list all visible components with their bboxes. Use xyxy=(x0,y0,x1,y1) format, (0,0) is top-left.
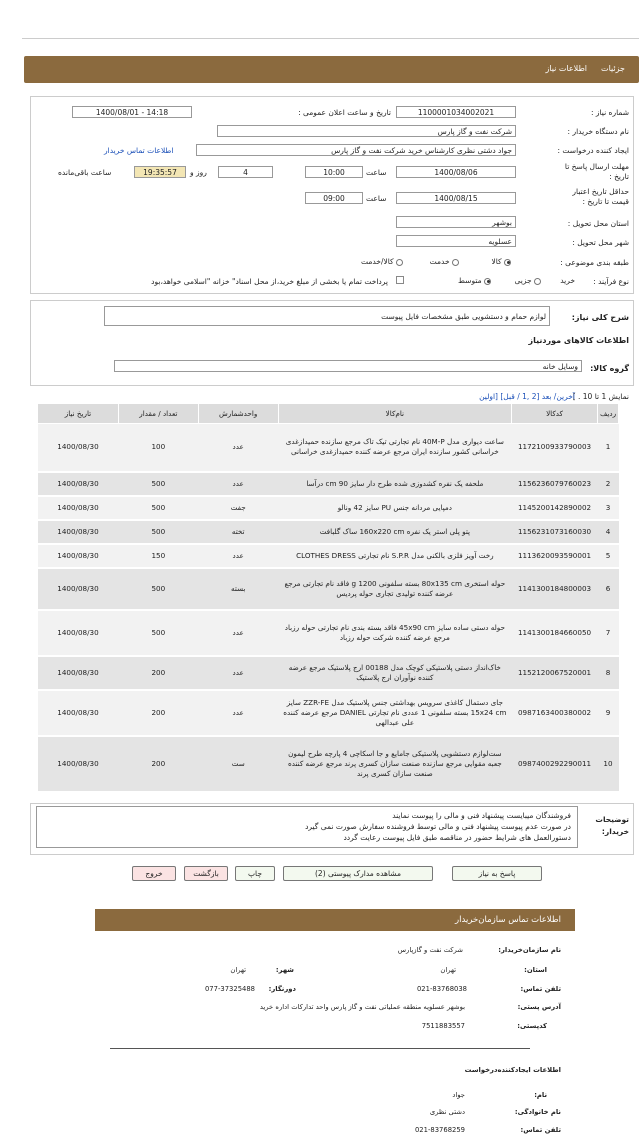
row-date: 1400/08/30 xyxy=(38,656,119,690)
row-qty: 500 xyxy=(118,568,198,610)
contact-org: شرکت نفت و گازپارس xyxy=(397,946,463,954)
row-qty: 500 xyxy=(118,496,198,520)
validity-time-label: ساعت xyxy=(366,194,387,203)
pagination-links[interactable]: آخرین/ بعد [2 ,1 / قبل] [اولین xyxy=(479,392,575,401)
row-name: ساعت دیواری مدل 40M-P نام تجارتی تیک تاک مرجع سازنده حمیدازغدی خراسانی کشور سازنده ایران مرجع عرضه کننده حمیدازغدی خراسانی xyxy=(278,424,511,472)
top-divider xyxy=(22,38,639,39)
row-code: 0987163400380002 xyxy=(512,690,598,736)
remaining-label: ساعت باقی‌مانده xyxy=(58,168,112,177)
row-name: جای دستمال کاغذی سرویس بهداشتی جنس پلاستیک مدل ZZR-FE سایز 15x24 cm بسته سلفونی 1 عددی نام تجارتی DANIEL مرجع عرضه کننده علی عبدالهی xyxy=(278,690,511,736)
contact-phone: 021-83768038 xyxy=(416,985,467,993)
row-index: 5 xyxy=(598,544,619,568)
row-unit: جفت xyxy=(198,496,278,520)
row-index: 2 xyxy=(598,472,619,496)
table-row xyxy=(38,568,619,610)
row-date: 1400/08/30 xyxy=(38,520,119,544)
row-name: ملحفه یک نفره کشدوزی شده طرح دار سایز 90 cm درآسا xyxy=(278,472,511,496)
contact-section-title: اطلاعات تماس سازمان‌خریدار xyxy=(95,909,575,931)
category-radio-goods[interactable]: کالا xyxy=(491,257,511,266)
row-code: 0987400292290011 xyxy=(512,736,598,792)
need-number-label: شماره نیاز : xyxy=(590,108,629,117)
row-code: 1145200142890002 xyxy=(512,496,598,520)
row-index: 6 xyxy=(598,568,619,610)
radio-icon[interactable] xyxy=(452,259,459,266)
table-row xyxy=(38,472,619,496)
note-line: فروشندگان میبایست پیشنهاد فنی و مالی را پیوست نمایند xyxy=(392,811,571,820)
table-row xyxy=(38,736,619,792)
contact-phone-label: تلفن تماس: xyxy=(520,985,561,993)
col-code: کدکالا xyxy=(512,404,598,424)
requester-field: جواد دشتی نظری کارشناس خرید شرکت نفت و گاز پارس xyxy=(196,144,516,156)
row-unit: عدد xyxy=(198,544,278,568)
row-code: 1152120067520001 xyxy=(512,656,598,690)
contact-fax: 077-37325488 xyxy=(204,985,255,993)
col-name: نام‌کالا xyxy=(278,404,511,424)
row-index: 7 xyxy=(598,610,619,656)
row-unit: عدد xyxy=(198,690,278,736)
contact-city-label: شهر: xyxy=(275,966,294,974)
table-row xyxy=(38,610,619,656)
row-unit: عدد xyxy=(198,424,278,472)
contact-org-label: نام سازمان‌خریدار: xyxy=(498,946,561,954)
row-date: 1400/08/30 xyxy=(38,736,119,792)
col-unit: واحدشمارش xyxy=(198,404,278,424)
row-index: 9 xyxy=(598,690,619,736)
city-field: عسلویه xyxy=(396,235,516,247)
row-name: حوله دستی ساده سایز 45x90 cm فاقد بسته بندی نام تجارتی حوله رزباد مرجع عرضه کننده شرکت حوله رزباد xyxy=(278,610,511,656)
contact-city: تهران xyxy=(230,966,246,974)
deadline-time-label: ساعت xyxy=(366,168,387,177)
deadline-date-field: 1400/08/06 xyxy=(396,166,516,178)
row-name: خاک‌انداز دستی پلاستیکی کوچک مدل 00188 ارج پلاستیک مرجع عرضه کننده نوآوران ارج پلاستیک xyxy=(278,656,511,690)
row-date: 1400/08/30 xyxy=(38,610,119,656)
col-qty: تعداد / مقدار xyxy=(118,404,198,424)
creator-family-label: نام خانوادگی: xyxy=(514,1108,561,1116)
row-qty: 500 xyxy=(118,520,198,544)
treasury-checkbox[interactable] xyxy=(396,276,404,284)
row-name: پتو پلی استر یک نفره 160x220 cm ساک گلبافت xyxy=(278,520,511,544)
city-label: شهر محل تحویل : xyxy=(572,238,629,247)
creator-phone: 021-83768259 xyxy=(414,1126,465,1134)
row-code: 1141300184800003 xyxy=(512,568,598,610)
row-qty: 500 xyxy=(118,610,198,656)
creator-name: جواد xyxy=(452,1091,465,1099)
group-field: وسایل خانه xyxy=(114,360,582,372)
contact-divider xyxy=(110,1048,530,1049)
process-radio-minor[interactable]: جزیی xyxy=(514,276,541,285)
page-header xyxy=(24,56,639,83)
row-name: ست‌لوازم دستشویی پلاستیکی جامایع و جا اسکاچی 4 پارچه طرح لیمون جعبه مقوایی مرجع سازنده صنعت سازان کسری پرند مرجع عرضه کننده صنعت سازان کسری پرند xyxy=(278,736,511,792)
exit-button[interactable]: خروج xyxy=(132,866,176,881)
goods-table xyxy=(37,403,619,793)
deadline-time-field: 10:00 xyxy=(305,166,363,178)
summary-field: لوازم حمام و دستشویی طبق مشخصات فایل پیوست xyxy=(104,306,550,326)
row-index: 1 xyxy=(598,424,619,472)
category-radio-both[interactable]: کالا/خدمت xyxy=(361,257,403,266)
creator-family: دشتی نظری xyxy=(429,1108,465,1116)
notes-box xyxy=(36,806,578,848)
table-row xyxy=(38,520,619,544)
announce-label: تاریخ و ساعت اعلان عمومی : xyxy=(298,108,391,117)
row-name: رخت آویز فلزی بالکنی مدل S.P.R نام تجارتی CLOTHES DRESS xyxy=(278,544,511,568)
creator-title: اطلاعات ایجادکننده‌درخواست xyxy=(464,1066,561,1074)
announce-field: 1400/08/01 - 14:18 xyxy=(72,106,192,118)
row-unit: بسته xyxy=(198,568,278,610)
note-line: در صورت عدم پیوست پیشنهاد فنی و مالی توسط فروشنده سفارش صورت نمی گیرد xyxy=(305,822,571,831)
row-qty: 150 xyxy=(118,544,198,568)
row-unit: ست xyxy=(198,736,278,792)
process-label: نوع فرآیند : xyxy=(593,277,629,286)
requester-label: ایجاد کننده درخواست : xyxy=(557,146,629,155)
group-label: گروه کالا: xyxy=(590,364,629,373)
buyer-org-label: نام دستگاه خریدار : xyxy=(567,127,629,136)
process-radio-buy[interactable]: خرید xyxy=(560,276,575,285)
process-radio-medium[interactable]: متوسط xyxy=(458,276,491,285)
contact-address-label: آدرس پستی: xyxy=(517,1003,561,1011)
col-date: تاریخ نیاز xyxy=(38,404,119,424)
creator-phone-label: تلفن تماس: xyxy=(520,1126,561,1134)
row-code: 1113620093590001 xyxy=(512,544,598,568)
back-button[interactable]: بازگشت xyxy=(184,866,228,881)
row-index: 4 xyxy=(598,520,619,544)
table-row xyxy=(38,424,619,472)
days-field: 4 xyxy=(218,166,273,178)
col-index: ردیف xyxy=(598,404,619,424)
need-number-field: 1100001034002021 xyxy=(396,106,516,118)
table-row xyxy=(38,496,619,520)
row-qty: 200 xyxy=(118,736,198,792)
buyer-org-field: شرکت نفت و گاز پارس xyxy=(217,125,516,137)
row-date: 1400/08/30 xyxy=(38,424,119,472)
radio-icon[interactable] xyxy=(396,259,403,266)
row-date: 1400/08/30 xyxy=(38,472,119,496)
province-label: استان محل تحویل : xyxy=(567,219,629,228)
row-code: 1172100933790003 xyxy=(512,424,598,472)
row-index: 3 xyxy=(598,496,619,520)
row-code: 1141300184660050 xyxy=(512,610,598,656)
row-date: 1400/08/30 xyxy=(38,496,119,520)
pagination-text: نمایش 1 تا 10 . ] xyxy=(572,392,629,401)
row-unit: عدد xyxy=(198,472,278,496)
validity-time-field: 09:00 xyxy=(305,192,363,204)
notes-label: توضیحات خریدار: xyxy=(595,815,629,836)
creator-name-label: نام: xyxy=(534,1091,547,1099)
contact-province: تهران xyxy=(440,966,456,974)
tab-details[interactable]: جزئیات xyxy=(601,64,625,73)
goods-info-title: اطلاعات کالاهای موردنیاز xyxy=(528,336,629,345)
reply-button[interactable]: پاسخ به نیاز xyxy=(452,866,542,881)
contact-postal: 7511883557 xyxy=(421,1022,465,1030)
row-qty: 200 xyxy=(118,656,198,690)
row-unit: تخته xyxy=(198,520,278,544)
contact-fax-label: دورنگار: xyxy=(268,985,296,993)
contact-address: بوشهر عسلویه منطقه عملیاتی نفت و گاز پارس واحد تدارکات اداره خرید xyxy=(259,1003,465,1011)
validity-date-field: 1400/08/15 xyxy=(396,192,516,204)
province-field: بوشهر xyxy=(396,216,516,228)
category-radio-service[interactable]: خدمت xyxy=(430,257,459,266)
treasury-note: پرداخت تمام یا بخشی از مبلغ خرید،از محل اسناد" خزانه "اسلامی خواهد،بود xyxy=(151,277,388,286)
table-row xyxy=(38,656,619,690)
note-line: دستورالعمل های شرایط حضور در مناقصه طبق فایل پیوست رعایت گردد xyxy=(343,833,571,842)
row-name: دمپایی مردانه جنس PU سایز 42 ونالو xyxy=(278,496,511,520)
attachments-button[interactable]: مشاهده مدارک پیوستی (2) xyxy=(283,866,433,881)
row-date: 1400/08/30 xyxy=(38,544,119,568)
radio-selected-icon[interactable] xyxy=(484,278,491,285)
row-qty: 200 xyxy=(118,690,198,736)
deadline-label: مهلت ارسال پاسخ تا تاریخ : xyxy=(564,162,629,181)
row-index: 10 xyxy=(598,736,619,792)
row-qty: 500 xyxy=(118,472,198,496)
table-row xyxy=(38,544,619,568)
radio-selected-icon[interactable] xyxy=(504,259,511,266)
days-label: روز و xyxy=(190,168,207,177)
row-date: 1400/08/30 xyxy=(38,568,119,610)
category-label: طبقه بندی موضوعی : xyxy=(560,258,629,267)
tab-need-info[interactable]: اطلاعات نیاز xyxy=(545,64,588,73)
row-date: 1400/08/30 xyxy=(38,690,119,736)
contact-postal-label: کدپستی: xyxy=(517,1022,547,1030)
row-name: حوله استخری 80x135 cm بسته سلفونی 1200 g فاقد نام تجارتی مرجع عرضه کننده تولیدی تجاری حوله پردیس xyxy=(278,568,511,610)
row-code: 1156236079760023 xyxy=(512,472,598,496)
validity-label: حداقل تاریخ اعتبار قیمت تا تاریخ : xyxy=(572,187,629,206)
goods-table-body xyxy=(38,424,619,792)
buyer-contact-link[interactable]: اطلاعات تماس خریدار xyxy=(104,146,174,155)
table-row xyxy=(38,690,619,736)
remaining-time-field: 19:35:57 xyxy=(134,166,186,178)
row-unit: عدد xyxy=(198,610,278,656)
contact-province-label: استان: xyxy=(524,966,547,974)
row-index: 8 xyxy=(598,656,619,690)
row-qty: 100 xyxy=(118,424,198,472)
row-unit: عدد xyxy=(198,656,278,690)
summary-label: شرح کلی نیاز: xyxy=(571,313,629,322)
print-button[interactable]: چاپ xyxy=(235,866,275,881)
row-code: 1156231073160030 xyxy=(512,520,598,544)
radio-icon[interactable] xyxy=(534,278,541,285)
